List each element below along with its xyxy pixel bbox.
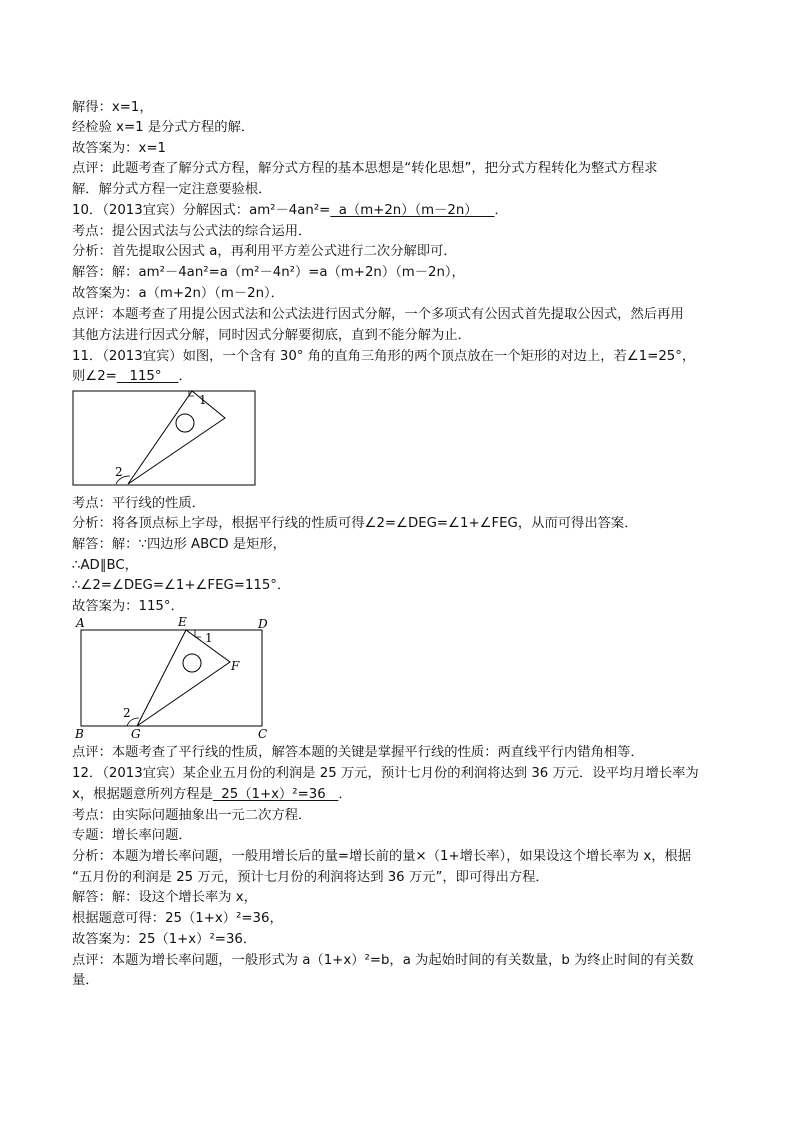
text-line: 点评：本题考查了平行线的性质，解答本题的关键是掌握平行线的性质：两直线平行内错角相等． [72,745,644,760]
figure-rectangle-triangle [70,388,260,490]
figure-rectangle [73,391,255,485]
question-11: 11．（2013宜宾）如图，一个含有 30° 角的直角三角形的两个顶点放在一个矩形的对边上，若∠1=25°， [72,349,696,364]
question-12-answer: 25（1+x）²=36 [212,787,339,802]
point-f-label: F [231,659,240,673]
point-g-label: G [131,727,141,740]
question-10-end: ． [494,203,508,218]
question-12-answer-line [72,785,732,805]
point-b-label: B [75,727,84,740]
figure-labeled-rectangle-triangle [72,614,278,740]
point-d-label: D [258,617,268,631]
text-line: 故答案为：115°． [72,599,184,614]
figure-rectangle-abcd [81,630,262,726]
text-line: 故答案为：25（1+x）²=36． [72,932,257,947]
text-line: 解答：解：am²－4an²=a（m²－4n²）=a（m+2n）（m－2n）， [72,265,465,280]
text-line: ∴AD∥BC， [72,558,138,573]
question-10-answer: a（m+2n）（m－2n） [330,203,495,218]
text-line: 经检验 x=1 是分式方程的解． [72,120,255,135]
figure-circle [176,414,194,432]
text-line: ∴∠2=∠DEG=∠1+∠FEG=115°． [72,578,291,593]
text-line: 根据题意可得：25（1+x）²=36， [72,911,283,926]
text-line: 分析：将各顶点标上字母，根据平行线的性质可得∠2=∠DEG=∠1+∠FEG，从而可得出答案． [72,516,638,531]
question-11-answer: 115° [116,369,179,384]
text-line: 点评：此题考查了解分式方程，解分式方程的基本思想是“转化思想”，把分式方程转化为整式方程求 [72,161,658,176]
point-c-label: C [258,727,268,740]
question-12-end: ． [338,787,352,802]
angle-2-label: 2 [115,465,123,479]
text-line: 解．解分式方程一定注意要验根． [72,182,272,197]
text-line: 考点：由实际问题抽象出一元二次方程． [72,808,312,823]
point-a-label: A [76,616,85,630]
text-line: 分析：首先提取公因式 a，再利用平方差公式进行二次分解即可． [72,244,457,259]
point-e-label: E [178,615,187,629]
text-line: 解答：解：设这个增长率为 x， [72,890,257,905]
text-line: 点评：本题考查了用提公因式法和公式法进行因式分解，一个多项式有公因式首先提取公因式，然后再用 [72,307,684,322]
text-line: “五月份的利润是 25 万元，预计七月份的利润将达到 36 万元”，即可得出方程． [72,870,549,885]
text-line: 解得：x=1， [72,100,153,115]
question-10-text: 10．（2013宜宾）分解因式：am²－4an²= [72,203,331,218]
text-line: 故答案为：x=1 [72,141,166,156]
figure-triangle [128,391,225,484]
angle-1-label: 1 [199,393,207,407]
question-10 [72,201,732,221]
text-line: 故答案为：a（m+2n）（m－2n）． [72,286,284,301]
figure-triangle-egf [137,630,230,726]
text-line: 专题：增长率问题． [72,828,192,843]
text-line: 分析：本题为增长率问题，一般用增长后的量=增长前的量×（1+增长率），如果设这个增长率为 x，根据 [72,849,692,864]
text-line: 其他方法进行因式分解，同时因式分解要彻底，直到不能分解为止． [72,328,471,343]
angle-1-label: 1 [205,631,213,645]
angle-2-label: 2 [123,706,131,720]
text-line: 解答：解：∵四边形 ABCD 是矩形， [72,537,286,552]
right-angle-mark [195,630,201,637]
question-11-text: 则∠2= [72,369,117,384]
text-line: 点评：本题为增长率问题，一般形式为 a（1+x）²=b，a 为起始时间的有关数量，b 为终止时间的有关数 [72,953,694,968]
question-12-text: x，根据题意所列方程是 [72,787,213,802]
figure-circle [183,654,201,672]
question-11-end: ． [178,369,192,384]
question-12: 12．（2013宜宾）某企业五月份的利润是 25 万元，预计七月份的利润将达到 36 万元．设平均月增长率为 [72,766,699,781]
question-11-answer-line [72,367,732,387]
text-line: 考点：提公因式法与公式法的综合运用． [72,224,312,239]
text-line: 量． [72,973,99,988]
text-line: 考点：平行线的性质． [72,496,205,511]
